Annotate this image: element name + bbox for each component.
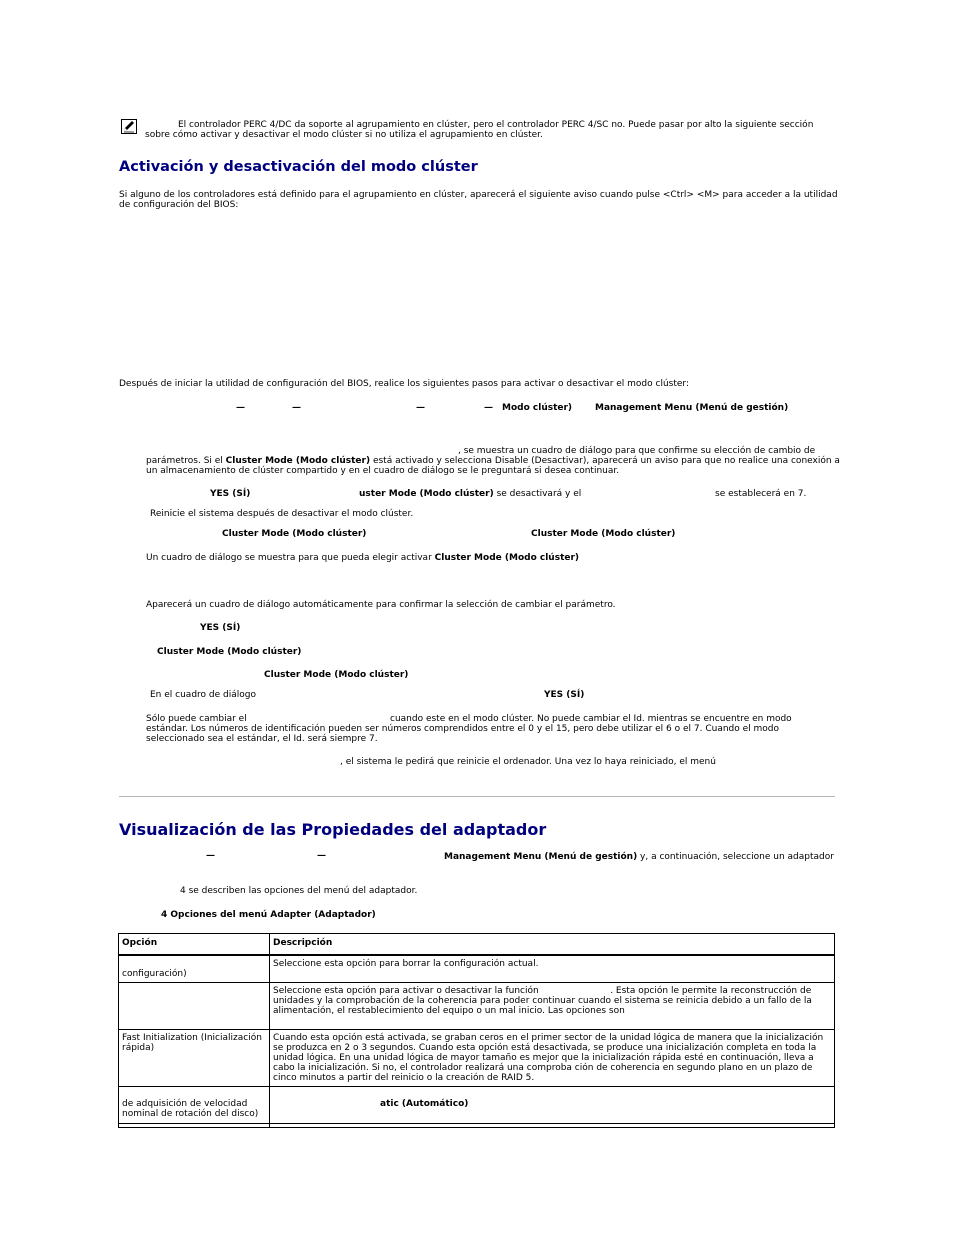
p3-text: uster Mode (Modo clúster) se desactivará y el: [359, 489, 582, 499]
row-option: configuración): [119, 955, 270, 982]
p5-cluster-mode-1: Cluster Mode (Modo clúster): [222, 529, 367, 539]
row-option: [119, 982, 270, 1029]
p5-cluster-mode-2: Cluster Mode (Modo clúster): [531, 529, 676, 539]
row-description: [270, 1123, 835, 1127]
s2-line2: 4 se describen las opciones del menú del adaptador.: [180, 886, 418, 896]
p2-line2: parámetros. Si el Cluster Mode (Modo clúster) está activado y selecciona Disable (Desactivar), aparecerá un aviso para que no realice una conexión a: [146, 456, 840, 466]
p11-dialog: En el cuadro de diálogo: [150, 690, 256, 700]
table-caption: 4 Opciones del menú Adapter (Adaptador): [161, 910, 376, 920]
row-description: atic (Automático): [270, 1086, 835, 1123]
table-row: [119, 955, 835, 982]
step1-cluster-mode: Modo clúster): [502, 403, 573, 413]
table-header-row: [119, 934, 835, 956]
table-row: [119, 1086, 835, 1123]
step1-management-menu: Management Menu (Menú de gestión): [595, 403, 789, 413]
table-row: [119, 1029, 835, 1086]
p7-confirm: Aparecerá un cuadro de diálogo automáticamente para confirmar la selección de cambiar el parámetro.: [146, 600, 616, 610]
intro-line1: Si alguno de los controladores está definido para el agrupamiento en clúster, aparecerá el siguiente aviso cuando pulse <Ctrl> <M> para acceder a la utilidad: [119, 190, 838, 200]
p4-restart: Reinicie el sistema después de desactivar el modo clúster.: [150, 509, 414, 519]
p10-cluster-mode: Cluster Mode (Modo clúster): [264, 670, 409, 680]
p12-line1b: cuando este en el modo clúster. No puede cambiar el Id. mientras se encuentre en modo: [390, 714, 792, 724]
note-text-line2: sobre cómo activar y desactivar el modo clúster si no utiliza el agrupamiento en clúster.: [145, 130, 543, 140]
s2-dash2: —: [317, 851, 326, 861]
adapter-options-table: [118, 933, 835, 1128]
section-title-cluster-mode: Activación y desactivación del modo clúster: [119, 159, 478, 175]
step1-dash1: —: [236, 403, 245, 413]
row-option: Fast Initialization (Inicialización rápida): [119, 1029, 270, 1086]
row-description: Seleccione esta opción para borrar la configuración actual.: [270, 955, 835, 982]
section-title-adapter-properties: Visualización de las Propiedades del adaptador: [119, 820, 547, 839]
step1-dash3: —: [416, 403, 425, 413]
note-text-line1: El controlador PERC 4/DC da soporte al agrupamiento en clúster, pero el controlador PERC 4/SC no. Puede pasar por alto la siguiente sección: [178, 120, 814, 130]
steps-intro: Después de iniciar la utilidad de configuración del BIOS, realice los siguientes pasos para activar o desactivar el modo clúster:: [119, 379, 689, 389]
p8-yes: YES (SÍ): [200, 623, 241, 633]
row-option: [119, 1123, 270, 1127]
table-row: [119, 1123, 835, 1127]
header-description: Descripción: [270, 934, 835, 956]
p2-line3: un almacenamiento de clúster compartido y en el cuadro de diálogo se le preguntará si desea continuar.: [146, 466, 620, 476]
p12-line3: seleccionado sea el estándar, el Id. será siempre 7.: [146, 734, 378, 744]
p2-line1: , se muestra un cuadro de diálogo para que confirme su elección de cambio de: [458, 446, 816, 456]
section-divider: [119, 796, 835, 797]
table-row: [119, 982, 835, 1029]
p12-line1a: Sólo puede cambiar el: [146, 714, 247, 724]
s2-dash1: —: [206, 851, 215, 861]
p12-line2: estándar. Los números de identificación pueden ser números comprendidos entre el 0 y el 15, pero debe utilizar el 6 o el 7. Cuando el modo: [146, 724, 780, 734]
p9-cluster-mode: Cluster Mode (Modo clúster): [157, 647, 302, 657]
p3-yes: YES (SÍ): [210, 489, 251, 499]
pencil-note-icon: [121, 119, 137, 134]
step1-dash4: —: [484, 403, 493, 413]
intro-line2: de configuración del BIOS:: [119, 200, 239, 210]
s2-line1: Management Menu (Menú de gestión) y, a continuación, seleccione un adaptador: [444, 852, 834, 862]
p11-yes: YES (SÍ): [544, 690, 585, 700]
p13-restart: , el sistema le pedirá que reinicie el ordenador. Una vez lo haya reiniciado, el menú: [340, 757, 716, 767]
row-option: de adquisición de velocidad nominal de rotación del disco): [119, 1086, 270, 1123]
p3-text2: se establecerá en 7.: [715, 489, 807, 499]
p6-dialog: Un cuadro de diálogo se muestra para que pueda elegir activar Cluster Mode (Modo clúster): [146, 553, 580, 563]
header-option: Opción: [119, 934, 270, 956]
step1-dash2: —: [292, 403, 301, 413]
row-description: Seleccione esta opción para activar o desactivar la función . Esta opción le permite la reconstrucción de unidades y la comprobación de la coherencia para poder continuar cuando el sistema se reinicia debido a un fallo de la alimentación, el restablecimiento del equipo o un mal inicio. Las opciones son: [270, 982, 835, 1029]
row-description: Cuando esta opción está activada, se graban ceros en el primer sector de la unidad lógica de manera que la inicialización se produzca en 2 o 3 segundos. Cuando esta opción está desactivada, se produce una inicialización completa en toda la unidad lógica. En una unidad lógica de mayor tamaño es mejor que la inicialización rápida esté en continuación, lleva a cabo la inicialización. Si no, el controlador realizará una comproba ción de coherencia en segundo plano en un plazo de cinco minutos a partir del reinicio o la creación de RAID 5.: [270, 1029, 835, 1086]
